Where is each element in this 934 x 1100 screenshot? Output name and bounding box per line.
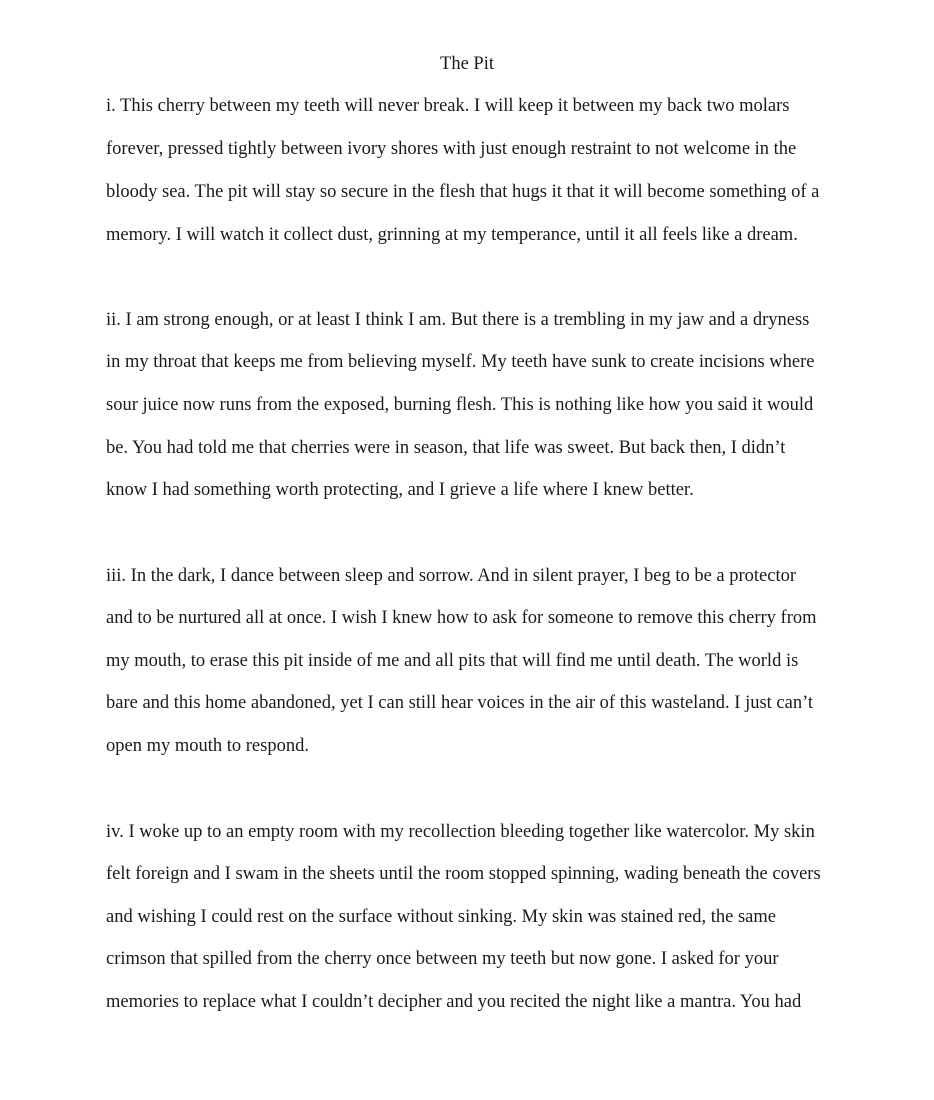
text-line: crimson that spilled from the cherry once between my teeth but now gone. I asked for your	[106, 949, 779, 969]
text-line: iv. I woke up to an empty room with my recollection bleeding together like watercolor. My skin	[106, 822, 815, 842]
text-line: iii. In the dark, I dance between sleep and sorrow. And in silent prayer, I beg to be a protector	[106, 566, 797, 586]
page-title: The Pit	[440, 54, 494, 74]
text-line: know I had something worth protecting, and I grieve a life where I knew better.	[106, 480, 694, 500]
text-line: memory. I will watch it collect dust, grinning at my temperance, until it all feels like a dream.	[106, 225, 798, 245]
text-line: forever, pressed tightly between ivory shores with just enough restraint to not welcome in the	[106, 139, 797, 159]
text-line: open my mouth to respond.	[106, 736, 309, 756]
text-line: and to be nurtured all at once. I wish I knew how to ask for someone to remove this cherry from	[106, 608, 817, 628]
text-line: ii. I am strong enough, or at least I think I am. But there is a trembling in my jaw and a dryness	[106, 310, 810, 330]
text-line: in my throat that keeps me from believing myself. My teeth have sunk to create incisions where	[106, 352, 815, 372]
text-line: i. This cherry between my teeth will never break. I will keep it between my back two molars	[106, 96, 790, 116]
text-line: memories to replace what I couldn’t decipher and you recited the night like a mantra. You had	[106, 992, 802, 1012]
text-line: be. You had told me that cherries were in season, that life was sweet. But back then, I didn’t	[106, 438, 786, 458]
text-line: and wishing I could rest on the surface without sinking. My skin was stained red, the same	[106, 907, 776, 927]
text-line: bare and this home abandoned, yet I can still hear voices in the air of this wasteland. I just can’t	[106, 693, 814, 713]
text-line: my mouth, to erase this pit inside of me and all pits that will find me until death. The world is	[106, 651, 799, 671]
text-line: bloody sea. The pit will stay so secure in the flesh that hugs it that it will become something of a	[106, 182, 820, 202]
text-line: sour juice now runs from the exposed, burning flesh. This is nothing like how you said it would	[106, 395, 814, 415]
text-line: felt foreign and I swam in the sheets until the room stopped spinning, wading beneath the covers	[106, 864, 821, 884]
